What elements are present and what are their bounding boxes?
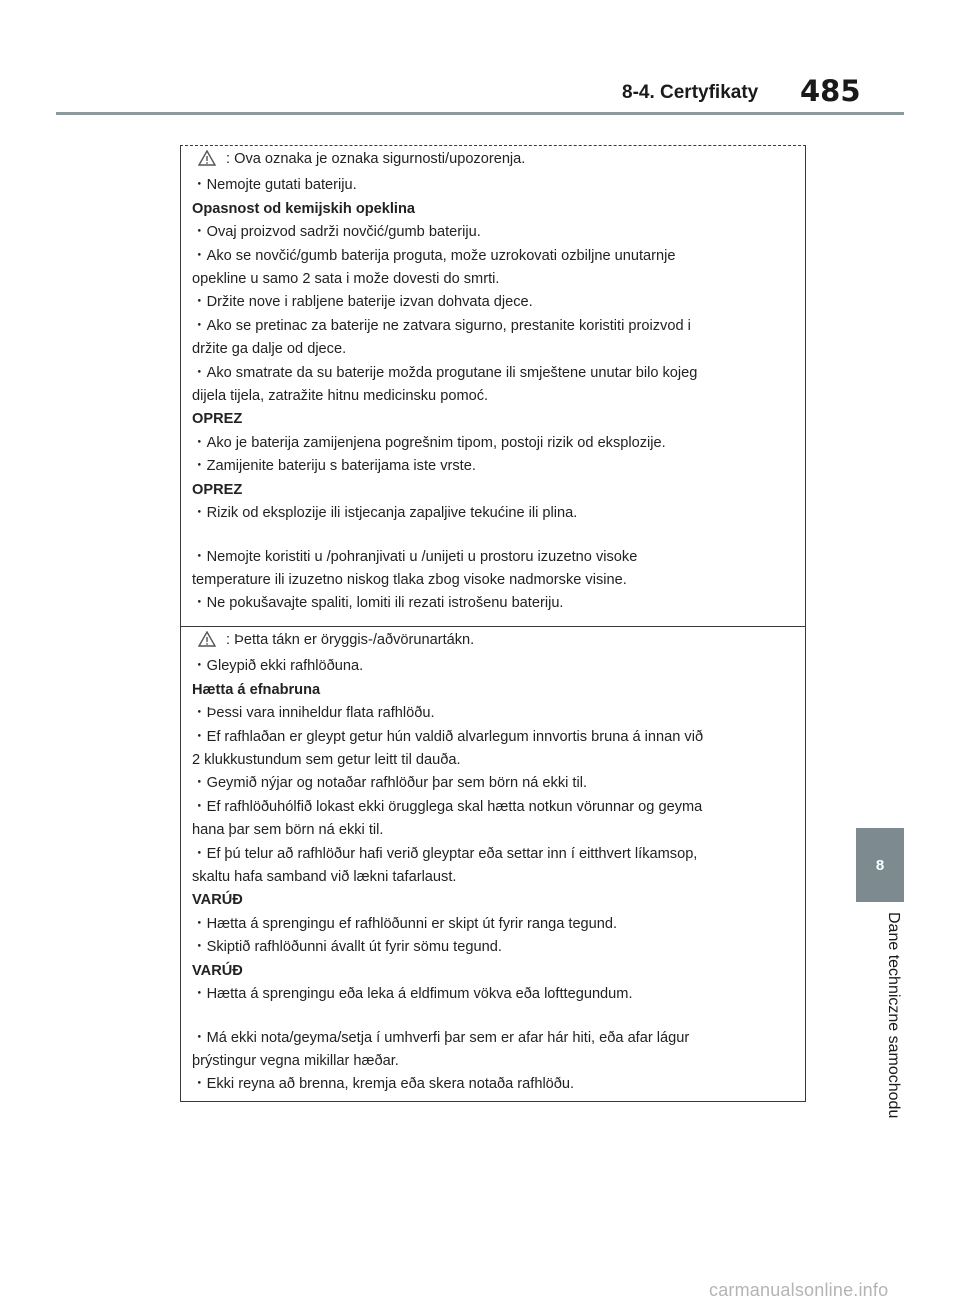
icelandic-warning-box: [180, 626, 806, 1102]
bullet-text: ・Zamijenite bateriju s baterijama iste vrste.: [192, 458, 476, 475]
bullet-text: ・Ako smatrate da su baterije možda progutane ili smještene unutar bilo kojeg: [192, 364, 698, 381]
bullet-text: dijela tijela, zatražite hitnu medicinsku pomoć.: [192, 388, 489, 405]
bullet-text: držite ga dalje od djece.: [192, 341, 347, 358]
warning-triangle-icon: [198, 631, 216, 655]
bullet-text: ・Rizik od eksplozije ili istjecanja zapaljive tekućine ili plina.: [192, 505, 578, 522]
croatian-warning-box: [180, 145, 806, 627]
spacer: [192, 526, 795, 546]
bullet-text: þrýstingur vegna mikillar hæðar.: [192, 1052, 399, 1069]
bullet-text: ・Ef rafhlaðan er gleypt getur hún valdið alvarlegum innvortis bruna á innan við: [192, 728, 704, 745]
bullet-text: skaltu hafa samband við lækni tafarlaust.: [192, 869, 457, 886]
chapter-title: Dane techniczne samochodu: [885, 912, 902, 1119]
caution-heading: VARÚÐ: [192, 892, 243, 909]
bullet-text: opekline u samo 2 sata i može dovesti do smrti.: [192, 271, 500, 288]
bullet-text: ・Ovaj proizvod sadrži novčić/gumb bateriju.: [192, 224, 481, 241]
bullet-text: ・Skiptið rafhlöðunni ávallt út fyrir sömu tegund.: [192, 939, 502, 956]
symbol-line: : Þetta tákn er öryggis-/aðvörunartákn.: [192, 629, 795, 655]
header-divider: [56, 112, 904, 115]
bullet-text: ・Ako je baterija zamijenjena pogrešnim tipom, postoji rizik od eksplozije.: [192, 434, 666, 451]
bullet-text: ・Hætta á sprengingu eða leka á eldfimum vökva eða lofttegundum.: [192, 986, 633, 1003]
caution-heading: VARÚÐ: [192, 962, 243, 979]
section-heading: Hætta á efnabruna: [192, 681, 321, 698]
bullet-text: 2 klukkustundum sem getur leitt til dauða.: [192, 752, 461, 769]
bullet-text: ・Geymið nýjar og notaðar rafhlöður þar sem börn ná ekki til.: [192, 775, 588, 792]
section-heading: Opasnost od kemijskih opeklina: [192, 200, 416, 217]
bullet-text: ・Nemojte gutati bateriju.: [192, 177, 357, 194]
bullet-text: ・Gleypið ekki rafhlöðuna.: [192, 658, 364, 675]
page-number: 485: [800, 74, 861, 108]
bullet-text: ・Nemojte koristiti u /pohranjivati u /unijeti u prostoru izuzetno visoke: [192, 548, 638, 565]
bullet-text: ・Držite nove i rabljene baterije izvan dohvata djece.: [192, 294, 533, 311]
spacer: [192, 1007, 795, 1027]
warning-triangle-icon: [198, 150, 216, 174]
caution-heading: OPREZ: [192, 481, 243, 498]
section-title: 8-4. Certyfikaty: [622, 82, 759, 103]
symbol-line: : Ova oznaka je oznaka sigurnosti/upozorenja.: [192, 148, 795, 174]
bullet-text: ・Ef rafhlöðuhólfið lokast ekki örugglega skal hætta notkun vörunnar og geyma: [192, 798, 703, 815]
bullet-text: ・Ekki reyna að brenna, kremja eða skera notaða rafhlöðu.: [192, 1076, 575, 1093]
chapter-tab[interactable]: [856, 828, 904, 902]
chapter-number: 8: [875, 856, 885, 874]
caution-heading: OPREZ: [192, 411, 243, 428]
bullet-text: ・Hætta á sprengingu ef rafhlöðunni er skipt út fyrir ranga tegund.: [192, 915, 618, 932]
bullet-text: ・Ne pokušavajte spaliti, lomiti ili rezati istrošenu bateriju.: [192, 595, 564, 612]
bullet-text: ・Ef þú telur að rafhlöður hafi verið gleyptar eða settar inn í eitthvert líkamsop,: [192, 845, 698, 862]
bullet-text: temperature ili izuzetno niskog tlaka zbog visoke nadmorske visine.: [192, 571, 627, 588]
bullet-text: ・Þessi vara inniheldur flata rafhlöðu.: [192, 705, 435, 722]
bullet-text: ・Ako se novčić/gumb baterija proguta, može uzrokovati ozbiljne unutarnje: [192, 247, 676, 264]
watermark-link[interactable]: carmanualsonline.info: [709, 1280, 889, 1300]
bullet-text: hana þar sem börn ná ekki til.: [192, 822, 384, 839]
bullet-text: ・Ako se pretinac za baterije ne zatvara sigurno, prestanite koristiti proizvod i: [192, 317, 691, 334]
bullet-text: ・Má ekki nota/geyma/setja í umhverfi þar sem er afar hár hiti, eða afar lágur: [192, 1029, 690, 1046]
